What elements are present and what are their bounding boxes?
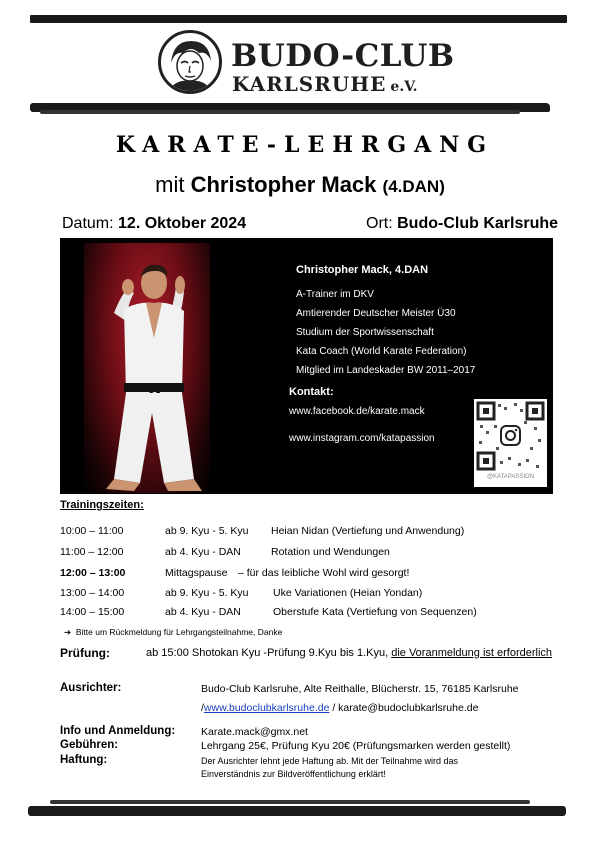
place-value: Budo-Club Karlsruhe bbox=[397, 215, 559, 232]
exam-label: Prüfung: bbox=[60, 646, 110, 660]
schedule-topic: Uke Variationen (Heian Yondan) bbox=[273, 587, 423, 599]
exam-text bbox=[146, 647, 552, 659]
note-text: Bitte um Rückmeldung für Lehrgangsteilnahme, Danke bbox=[75, 627, 283, 637]
trainer-photo bbox=[84, 243, 210, 493]
liability-line1: Der Ausrichter lehnt jede Haftung ab. Mit der Teilnahme wird das bbox=[201, 756, 458, 766]
profile-item: Mitglied im Landeskader BW 2011–2017 bbox=[296, 365, 476, 376]
fees-label: Gebühren: bbox=[60, 739, 119, 751]
link-prefix: / bbox=[201, 702, 204, 714]
fees-value: Lehrgang 25€, Prüfung Kyu 20€ (Prüfungsmarken werden gestellt) bbox=[201, 740, 511, 752]
schedule-topic: – für das leibliche Wohl wird gesorgt! bbox=[238, 567, 410, 579]
club-name-line1: BUDO-CLUB bbox=[231, 38, 455, 74]
footer-brush-stroke bbox=[50, 800, 530, 804]
schedule-time: 14:00 – 15:00 bbox=[60, 606, 125, 618]
organizer-label: Ausrichter: bbox=[60, 682, 122, 694]
schedule-time: 12:00 – 13:00 bbox=[60, 567, 126, 579]
trainer-grade: (4.DAN) bbox=[382, 177, 445, 196]
schedule-level: ab 9. Kyu - 5. Kyu bbox=[165, 587, 249, 599]
schedule-topic: Oberstufe Kata (Vertiefung von Sequenzen) bbox=[273, 606, 477, 618]
contact-label: Kontakt: bbox=[289, 386, 334, 398]
club-name-line2 bbox=[232, 72, 418, 96]
schedule-level: ab 4. Kyu - DAN bbox=[165, 606, 241, 618]
schedule-time: 11:00 – 12:00 bbox=[60, 546, 124, 558]
trainer-name: Christopher Mack bbox=[190, 172, 377, 197]
liability-line2: Einverständnis zur Bildveröffentlichung erklärt! bbox=[201, 769, 386, 779]
organizer-contact bbox=[201, 702, 478, 714]
top-brush-bar bbox=[30, 15, 567, 23]
qr-caption: @KATAPASSION bbox=[486, 474, 535, 480]
exam-info: ab 15:00 Shotokan Kyu -Prüfung 9.Kyu bis 1.Kyu, bbox=[146, 647, 392, 659]
schedule-level: ab 4. Kyu - DAN bbox=[165, 546, 241, 558]
registration-note bbox=[64, 627, 282, 638]
arrow-right-icon: ➔ bbox=[64, 627, 72, 637]
footer-brush-bar bbox=[28, 806, 566, 816]
profile-name: Christopher Mack, 4.DAN bbox=[296, 264, 429, 276]
liability-label: Haftung: bbox=[60, 754, 108, 766]
exam-requirement: die Voranmeldung ist erforderlich bbox=[391, 647, 553, 659]
profile-item: A-Trainer im DKV bbox=[296, 289, 374, 300]
schedule-time: 13:00 – 14:00 bbox=[60, 587, 125, 599]
event-title: KARATE-LEHRGANG bbox=[115, 132, 495, 158]
registration-label: Info und Anmeldung: bbox=[60, 725, 176, 737]
profile-item: Kata Coach (World Karate Federation) bbox=[296, 346, 467, 357]
registration-value[interactable]: Karate.mack@gmx.net bbox=[201, 726, 308, 738]
schedule-topic: Rotation und Wendungen bbox=[271, 546, 390, 558]
date-value: 12. Oktober 2024 bbox=[118, 215, 247, 232]
facebook-link[interactable]: www.facebook.de/karate.mack bbox=[289, 406, 425, 417]
club-logo-emblem bbox=[158, 30, 222, 94]
event-subtitle bbox=[0, 172, 595, 198]
schedule-level: Mittagspause bbox=[165, 567, 228, 579]
schedule-topic: Heian Nidan (Vertiefung und Anwendung) bbox=[271, 525, 465, 537]
schedule-level: ab 9. Kyu - 5. Kyu bbox=[165, 525, 249, 537]
schedule-header: Trainingszeiten: bbox=[60, 499, 144, 511]
profile-item: Studium der Sportwissenschaft bbox=[296, 327, 434, 338]
organizer-value: Budo-Club Karlsruhe, Alte Reithalle, Blücherstr. 15, 76185 Karlsruhe bbox=[201, 683, 519, 695]
club-suffix: e.V. bbox=[390, 79, 418, 95]
instagram-link[interactable]: www.instagram.com/katapassion bbox=[289, 433, 435, 444]
organizer-email: / karate@budoclubkarlsruhe.de bbox=[329, 702, 479, 714]
subtitle-prefix: mit bbox=[155, 172, 185, 197]
header-brush-stroke bbox=[40, 110, 520, 114]
event-date bbox=[62, 215, 246, 233]
date-label: Datum: bbox=[62, 215, 114, 232]
club-city: KARLSRUHE bbox=[232, 72, 387, 96]
website-link[interactable]: www.budoclubkarlsruhe.de bbox=[203, 702, 330, 714]
event-place bbox=[366, 215, 558, 233]
schedule-time: 10:00 – 11:00 bbox=[60, 525, 124, 537]
profile-item: Amtierender Deutscher Meister Ü30 bbox=[296, 308, 456, 319]
place-label: Ort: bbox=[366, 215, 393, 232]
